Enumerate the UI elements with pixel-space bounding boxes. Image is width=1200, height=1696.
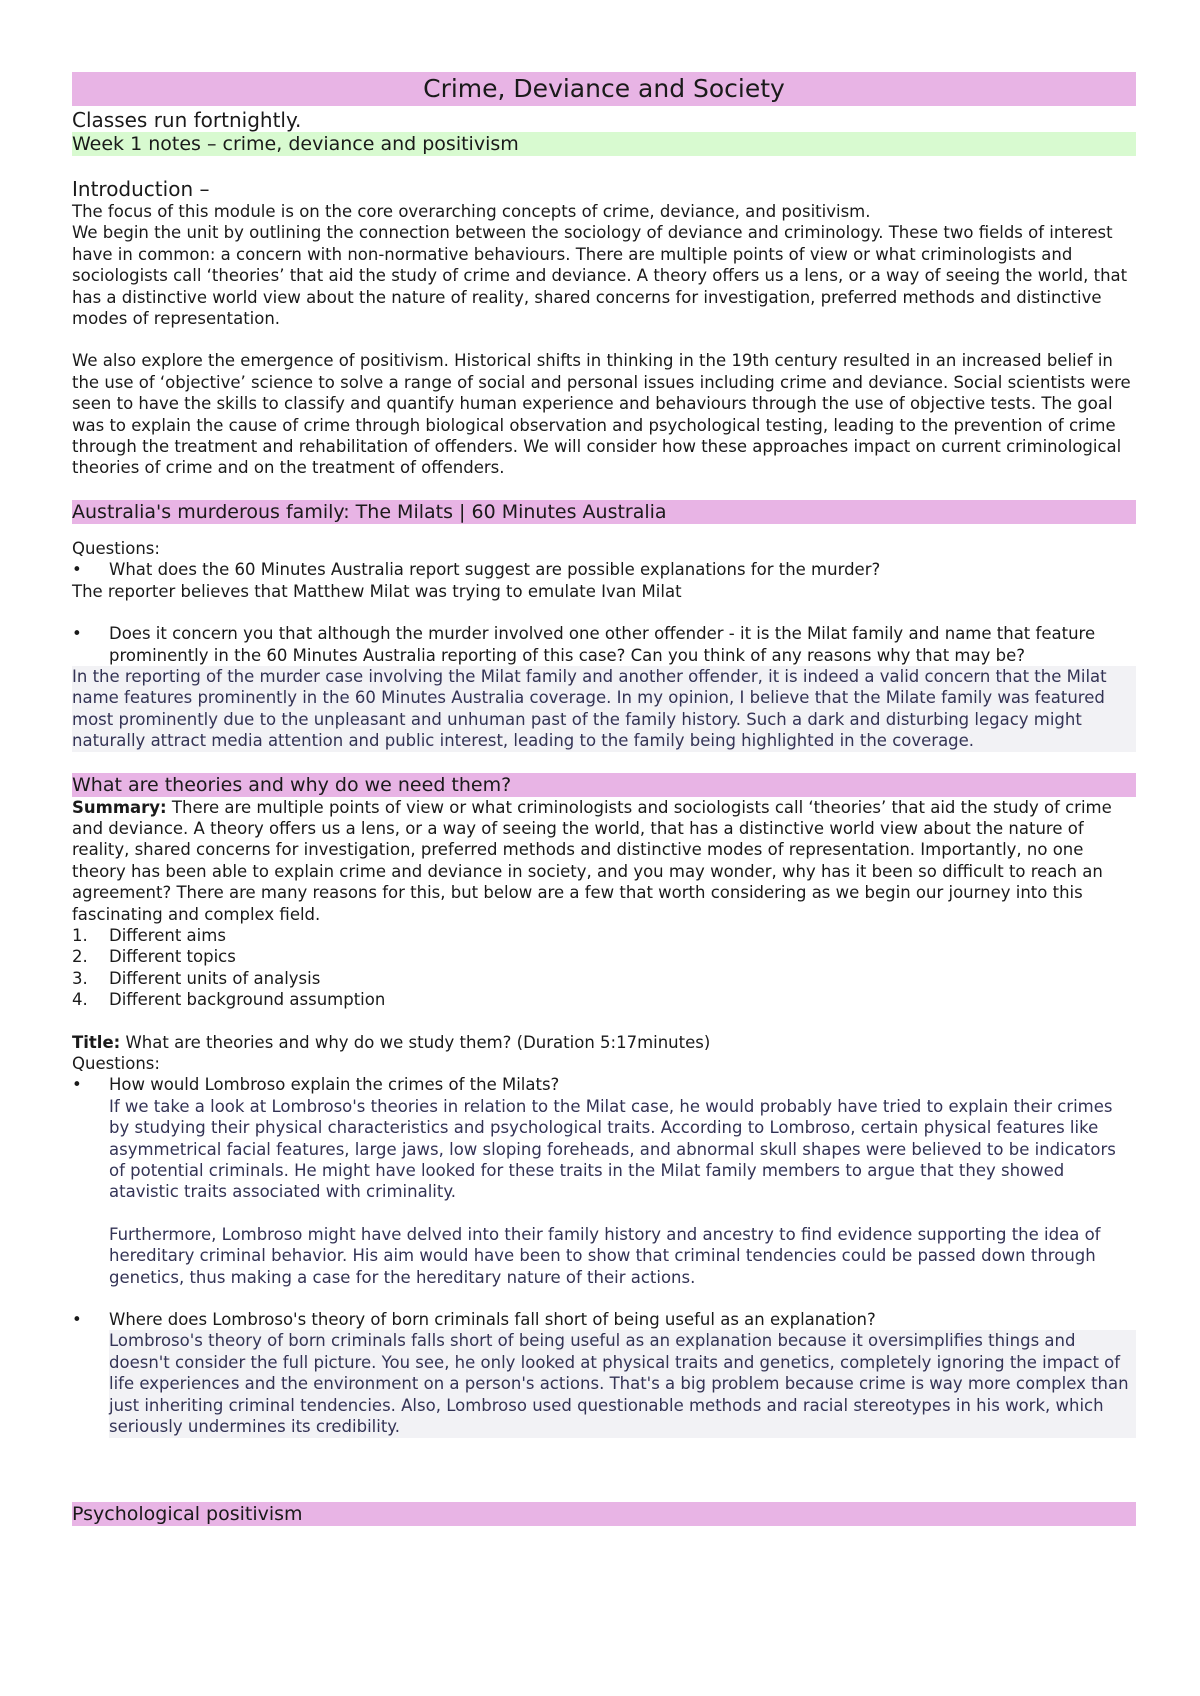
question-3 <box>72 1074 1136 1288</box>
reason-number: 1. <box>72 925 88 945</box>
question-1-text: What does the 60 Minutes Australia report suggest are possible explanations for the murder? <box>109 560 881 580</box>
intro-paragraph-3: We also explore the emergence of positivism. Historical shifts in thinking in the 19th century resulted in an increased belief in the use of ‘objective’ science to solve a range of social and personal issues including crime and deviance. Social scientists were seen to have the skills to classify and quantify human experience and behaviours through the use of objective tests. The goal was to explain the cause of crime through biological observation and psychological testing, leading to the prevention of crime through the treatment and rehabilitation of offenders. We will consider how these approaches impact on current criminological theories of crime and on the treatment of offenders. <box>72 351 1131 478</box>
spacer <box>72 602 1136 623</box>
question-2-text: Does it concern you that although the murder involved one other offender - it is the Milat family and name that feature prominently in the 60 Minutes Australia reporting of this case? Can you think of any reasons why that may be? <box>109 624 1096 665</box>
document-body <box>72 72 1136 1526</box>
bullet-icon: • <box>72 1075 82 1095</box>
reason-text: Different background assumption <box>109 990 386 1010</box>
questions-label: Questions: <box>72 538 160 558</box>
spacer <box>72 479 1136 500</box>
intro-paragraph-2: We begin the unit by outlining the connection between the sociology of deviance and criminology. These two fields of interest have in common: a concern with non-normative behaviours. There are multiple points of view or what criminologists and sociologists call ‘theories’ that aid the study of crime and deviance. A theory offers us a lens, or a way of seeing the world, that has a distinctive world view about the nature of reality, shared concerns for investigation, preferred methods and distinctive modes of representation. <box>72 223 1128 329</box>
spacer <box>109 1203 1136 1224</box>
subtitle: Classes run fortnightly. <box>72 108 302 132</box>
question-1 <box>72 559 1136 580</box>
theories-heading: What are theories and why do we need them? <box>72 773 1136 797</box>
question-3-text: How would Lombroso explain the crimes of the Milats? <box>109 1075 560 1095</box>
reason-text: Different units of analysis <box>109 968 321 988</box>
reason-text: Different aims <box>109 925 226 945</box>
summary-paragraph <box>72 797 1136 925</box>
answer-3-paragraph-2: Furthermore, Lombroso might have delved into their family history and ancestry to find evidence supporting the idea of hereditary criminal behavior. His aim would have been to show that criminal tendencies could be passed down through genetics, thus making a case for the hereditary nature of their actions. <box>109 1224 1101 1287</box>
reason-item <box>72 946 1136 967</box>
spacer <box>72 1438 1136 1502</box>
intro-heading: Introduction – <box>72 177 210 201</box>
psychological-positivism-heading: Psychological positivism <box>72 1502 1136 1526</box>
question-2 <box>72 623 1136 666</box>
summary-label: Summary: <box>72 797 167 817</box>
reason-item <box>72 925 1136 946</box>
answer-3-paragraph-1: If we take a look at Lombroso's theories in relation to the Milat case, he would probably have tried to explain their crimes by studying their physical characteristics and psychological traits. According to Lombroso, certain physical features like asymmetrical facial features, large jaws, low sloping foreheads, and abnormal skull shapes were believed to be indicators of potential criminals. He might have looked for these traits in the Milat family members to argue that they showed atavistic traits associated with criminality. <box>109 1096 1116 1202</box>
reason-number: 2. <box>72 947 88 967</box>
document-title: Crime, Deviance and Society <box>72 72 1136 106</box>
summary-text: There are multiple points of view or what criminologists and sociologists call ‘theories’ that aid the study of crime and deviance. A theory offers us a lens, or a way of seeing the world, that has a distinctive world view about the nature of reality, shared concerns for investigation, preferred methods and distinctive modes of representation. Importantly, no one theory has been able to explain crime and deviance in society, and you may wonder, why has it been so difficult to reach an agreement? There are many reasons for this, but below are a few that worth considering as we begin our journey into this fascinating and complex field. <box>72 797 1112 924</box>
reason-number: 4. <box>72 990 88 1010</box>
week-heading: Week 1 notes – crime, deviance and positivism <box>72 132 1136 156</box>
title-label: Title: <box>72 1032 121 1052</box>
reason-item <box>72 989 1136 1010</box>
reason-number: 3. <box>72 968 88 988</box>
spacer <box>72 1011 1136 1032</box>
question-4 <box>72 1309 1136 1437</box>
reason-item <box>72 968 1136 989</box>
reason-text: Different topics <box>109 947 236 967</box>
questions-label-2: Questions: <box>72 1054 160 1073</box>
answer-4: Lombroso's theory of born criminals falls short of being useful as an explanation because it oversimplifies things and doesn't consider the full picture. You see, he only looked at physical traits and genetics, completely ignoring the impact of life experiences and the environment on a person's actions. That's a big problem because crime is way more complex than just inheriting criminal tendencies. Also, Lombroso used questionable methods and racial stereotypes in his work, which seriously undermines its credibility. <box>109 1330 1136 1437</box>
title-text: What are theories and why do we study them? (Duration 5:17minutes) <box>120 1032 711 1052</box>
spacer <box>72 156 1136 177</box>
bullet-icon: • <box>72 560 82 580</box>
intro-paragraph-1: The focus of this module is on the core overarching concepts of crime, deviance, and positivism. <box>72 202 871 221</box>
spacer <box>72 524 1136 538</box>
milats-video-heading: Australia's murderous family: The Milats | 60 Minutes Australia <box>72 500 1136 524</box>
video-title <box>72 1032 1136 1053</box>
spacer <box>72 752 1136 773</box>
bullet-icon: • <box>72 1310 82 1330</box>
spacer <box>72 1288 1136 1309</box>
spacer <box>72 329 1136 350</box>
bullet-icon: • <box>72 624 82 644</box>
answer-1: The reporter believes that Matthew Milat was trying to emulate Ivan Milat <box>72 581 682 601</box>
answer-2: In the reporting of the murder case involving the Milat family and another offender, it is indeed a valid concern that the Milat name features prominently in the 60 Minutes Australia coverage. In my opinion, I believe that the Milate family was featured most prominently due to the unpleasant and unhuman past of the family history. Such a dark and disturbing legacy might naturally attract media attention and public interest, leading to the family being highlighted in the coverage. <box>72 666 1136 752</box>
question-4-text: Where does Lombroso's theory of born criminals fall short of being useful as an explanation? <box>109 1310 876 1330</box>
